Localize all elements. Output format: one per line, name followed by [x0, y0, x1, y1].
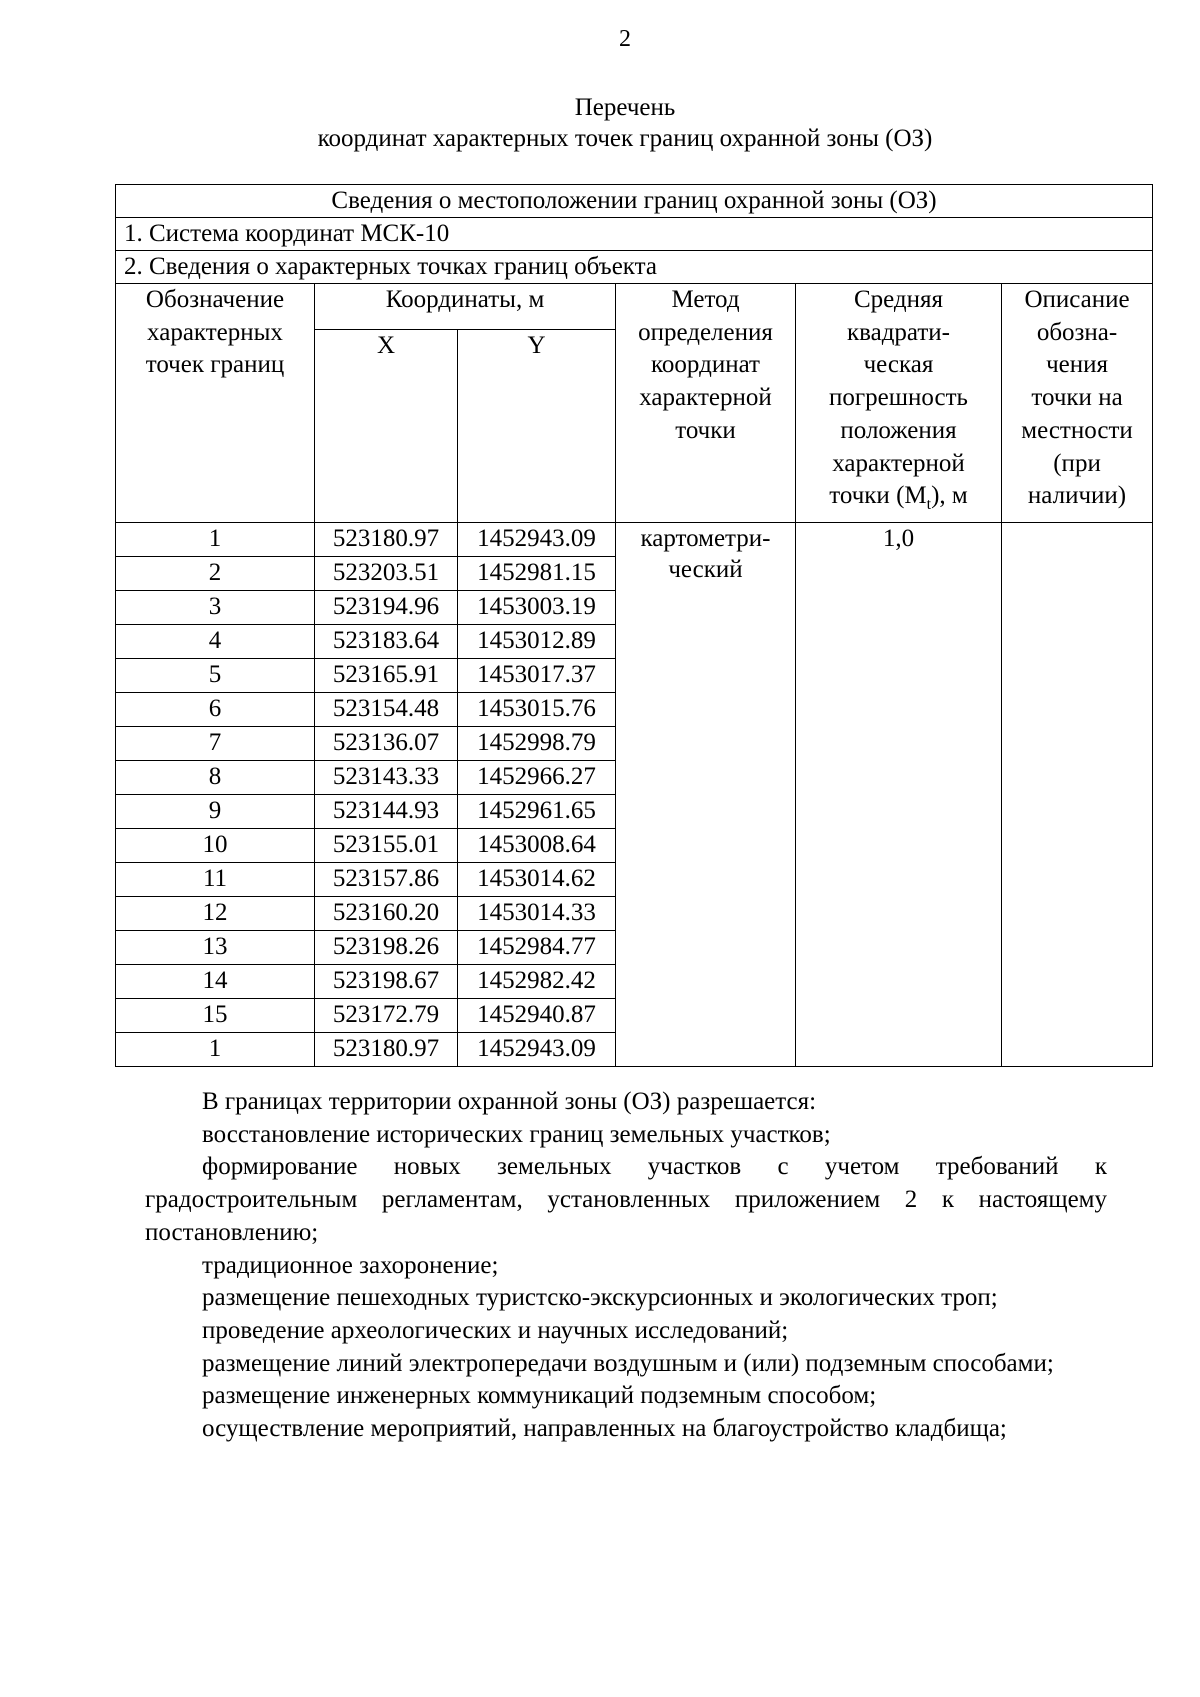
coord-y: 1453014.33: [458, 896, 616, 930]
header-error-line: погрешность: [829, 384, 968, 412]
header-description-line: обозна-: [1036, 318, 1118, 346]
coord-y: 1453015.76: [458, 692, 616, 726]
point-number: 11: [116, 862, 315, 896]
header-description-line: точки на: [1031, 384, 1123, 412]
header-error-line: характерной: [832, 449, 965, 477]
coord-y: 1452943.09: [458, 522, 616, 556]
title-line-1: Перечень: [574, 94, 676, 121]
paragraph: традиционное захоронение;: [202, 1251, 499, 1279]
header-error-line: ческая: [863, 351, 934, 379]
point-number: 12: [116, 896, 315, 930]
coord-y: 1452982.42: [458, 964, 616, 998]
header-error-line: точки $(M_t)$, м: [829, 482, 968, 514]
coord-y: 1453003.19: [458, 590, 616, 624]
coord-y: 1452940.87: [458, 998, 616, 1032]
coord-y: 1452981.15: [458, 556, 616, 590]
header-method: [616, 284, 796, 523]
header-description: [1002, 284, 1153, 523]
point-number: 13: [116, 930, 315, 964]
point-number: 1: [116, 522, 315, 556]
header-error-line: квадрати-: [846, 318, 950, 346]
coordinate-system-row: 1. Система координат МСК-10: [116, 218, 1153, 251]
coord-x: 523136.07: [315, 726, 458, 760]
body-text: [145, 1086, 1107, 1446]
coord-x: 523180.97: [315, 522, 458, 556]
point-number: 14: [116, 964, 315, 998]
coord-y: 1453017.37: [458, 658, 616, 692]
paragraph: осуществление мероприятий, направленных на благоустройство кладбища;: [202, 1415, 1007, 1443]
header-designation: [116, 284, 315, 523]
document-title: [0, 92, 1200, 154]
coord-y: 1452998.79: [458, 726, 616, 760]
coord-x: 523198.26: [315, 930, 458, 964]
coordinates-table: [115, 184, 1153, 1067]
paragraph: В границах территории охранной зоны (ОЗ) разрешается:: [202, 1088, 817, 1115]
coord-y: 1452961.65: [458, 794, 616, 828]
header-description-line: местности: [1021, 416, 1133, 444]
header-description-line: наличии): [1027, 482, 1127, 510]
title-line-2: координат характерных точек границ охранной зоны (ОЗ): [317, 125, 933, 152]
header-coordinates: Координаты, м: [315, 284, 616, 330]
error-value: 1,0: [796, 522, 1002, 1066]
header-description-line: (при: [1053, 449, 1101, 477]
coord-x: 523180.97: [315, 1032, 458, 1066]
coord-y: 1453014.62: [458, 862, 616, 896]
point-number: 3: [116, 590, 315, 624]
point-number: 15: [116, 998, 315, 1032]
method-value: [616, 522, 796, 1066]
coord-x: 523172.79: [315, 998, 458, 1032]
paragraph: размещение инженерных коммуникаций подземным способом;: [202, 1382, 877, 1410]
paragraph: размещение линий электропередачи воздушным и (или) подземным способами;: [202, 1349, 1054, 1377]
paragraph: формирование новых земельных участков с учетом требований к градостроительным регламентам, установленных приложением 2 к настоящему постановлению;: [145, 1153, 1107, 1246]
header-designation-line: точек границ: [145, 351, 285, 379]
coord-x: 523155.01: [315, 828, 458, 862]
points-info-row: 2. Сведения о характерных точках границ объекта: [116, 251, 1153, 284]
point-number: 10: [116, 828, 315, 862]
coord-x: 523160.20: [315, 896, 458, 930]
table-row: [116, 522, 1153, 556]
header-method-line: координат: [651, 351, 760, 379]
point-number: 6: [116, 692, 315, 726]
coord-y: 1452966.27: [458, 760, 616, 794]
point-number: 9: [116, 794, 315, 828]
header-error-line: положения: [840, 416, 957, 444]
description-value: [1002, 522, 1153, 1066]
coord-y: 1453008.64: [458, 828, 616, 862]
paragraph: размещение пешеходных туристско-экскурсионных и экологических троп;: [202, 1284, 998, 1312]
header-method-line: характерной: [639, 384, 772, 412]
coord-y: 1452984.77: [458, 930, 616, 964]
header-x: X: [315, 329, 458, 522]
point-number: 8: [116, 760, 315, 794]
coord-x: 523165.91: [315, 658, 458, 692]
method-value-line: ческий: [668, 555, 743, 583]
header-error: [796, 284, 1002, 523]
header-designation-line: характерных: [147, 318, 283, 346]
paragraph: восстановление исторических границ земельных участков;: [202, 1120, 831, 1148]
page-number: 2: [619, 26, 631, 52]
coord-x: 523154.48: [315, 692, 458, 726]
coord-y: 1452943.09: [458, 1032, 616, 1066]
coord-x: 523157.86: [315, 862, 458, 896]
header-description-line: чения: [1046, 351, 1108, 379]
point-number: 7: [116, 726, 315, 760]
header-designation-line: Обозначение: [145, 286, 285, 313]
point-number: 1: [116, 1032, 315, 1066]
header-method-line: точки: [675, 416, 736, 444]
table-title-row: Сведения о местоположении границ охранной зоны (ОЗ): [116, 185, 1153, 218]
coord-x: 523183.64: [315, 624, 458, 658]
coord-x: 523203.51: [315, 556, 458, 590]
header-method-line: Метод: [671, 286, 740, 313]
header-error-line: Средняя: [853, 286, 944, 313]
header-y: Y: [458, 329, 616, 522]
header-method-line: определения: [638, 318, 773, 346]
header-description-line: Описание: [1024, 286, 1130, 313]
coord-x: 523198.67: [315, 964, 458, 998]
coord-y: 1453012.89: [458, 624, 616, 658]
paragraph: проведение археологических и научных исследований;: [202, 1316, 789, 1344]
point-number: 5: [116, 658, 315, 692]
coord-x: 523194.96: [315, 590, 458, 624]
point-number: 2: [116, 556, 315, 590]
point-number: 4: [116, 624, 315, 658]
coord-x: 523144.93: [315, 794, 458, 828]
coord-x: 523143.33: [315, 760, 458, 794]
method-value-line: картометри-: [640, 524, 771, 552]
